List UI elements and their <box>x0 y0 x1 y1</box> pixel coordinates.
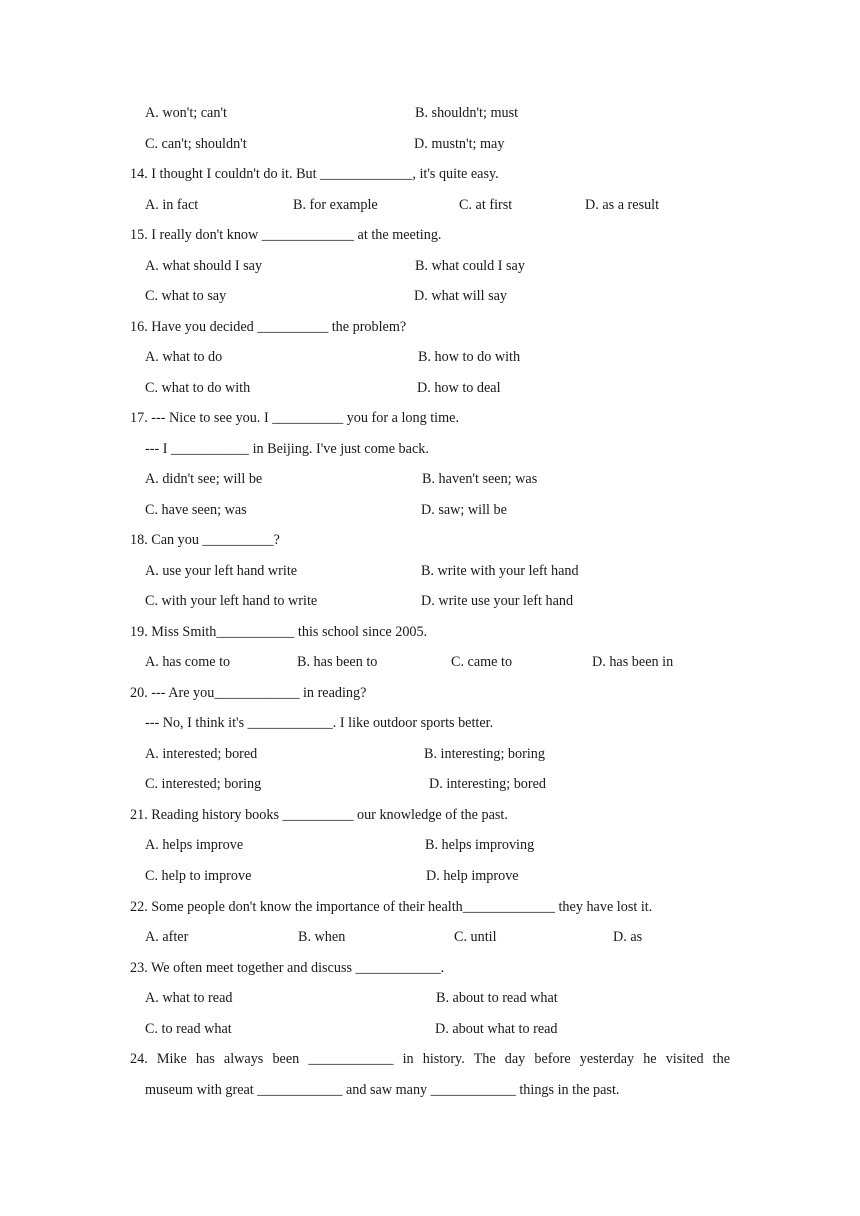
q16-option-b: B. how to do with <box>418 349 521 365</box>
q19-option-c: C. came to <box>451 654 513 670</box>
q23-option-d: D. about what to read <box>435 1021 558 1037</box>
q14-stem: 14. I thought I couldn't do it. But _____________, it's quite easy. <box>130 166 499 182</box>
q21-option-c: C. help to improve <box>145 868 252 884</box>
q16-option-a: A. what to do <box>145 349 223 365</box>
q23-stem: 23. We often meet together and discuss ____________. <box>130 960 445 976</box>
q24-stem: 24. Mike has always been ____________ in history. The day before yesterday he visited the <box>130 1051 730 1067</box>
q17-option-c: C. have seen; was <box>145 502 247 518</box>
q14-option-b: B. for example <box>293 197 378 213</box>
q17-option-b: B. haven't seen; was <box>422 471 538 487</box>
q14-option-d: D. as a result <box>585 197 660 213</box>
q24-stem-continued: museum with great ____________ and saw many ____________ things in the past. <box>145 1082 620 1098</box>
q20-reply: --- No, I think it's ____________. I like outdoor sports better. <box>145 715 494 731</box>
q21-stem: 21. Reading history books __________ our knowledge of the past. <box>130 807 508 823</box>
q17-option-a: A. didn't see; will be <box>145 471 263 487</box>
q19-option-d: D. has been in <box>592 654 674 670</box>
q13-option-b: B. shouldn't; must <box>415 105 519 121</box>
q17-reply: --- I ___________ in Beijing. I've just come back. <box>145 441 429 457</box>
q14-option-a: A. in fact <box>145 197 199 213</box>
q22-option-c: C. until <box>454 929 497 945</box>
q18-option-b: B. write with your left hand <box>421 563 579 579</box>
q15-stem: 15. I really don't know _____________ at the meeting. <box>130 227 442 243</box>
q20-option-d: D. interesting; bored <box>429 776 547 792</box>
q23-option-c: C. to read what <box>145 1021 232 1037</box>
q22-option-d: D. as <box>613 929 643 945</box>
q15-option-d: D. what will say <box>414 288 507 304</box>
q17-option-d: D. saw; will be <box>421 502 507 518</box>
q20-option-a: A. interested; bored <box>145 746 258 762</box>
q20-option-c: C. interested; boring <box>145 776 262 792</box>
q16-option-d: D. how to deal <box>417 380 501 396</box>
q14-option-c: C. at first <box>459 197 513 213</box>
q21-option-a: A. helps improve <box>145 837 244 853</box>
q13-option-a: A. won't; can't <box>145 105 227 121</box>
q19-stem: 19. Miss Smith___________ this school since 2005. <box>130 624 428 640</box>
q18-option-c: C. with your left hand to write <box>145 593 318 609</box>
q16-option-c: C. what to do with <box>145 380 251 396</box>
q18-option-a: A. use your left hand write <box>145 563 298 579</box>
q15-option-a: A. what should I say <box>145 258 263 274</box>
q19-option-b: B. has been to <box>297 654 378 670</box>
q15-option-c: C. what to say <box>145 288 227 304</box>
q17-stem: 17. --- Nice to see you. I __________ you for a long time. <box>130 410 460 426</box>
q18-stem: 18. Can you __________? <box>130 532 280 548</box>
q22-stem: 22. Some people don't know the importance of their health_____________ they have lost it. <box>130 899 653 915</box>
q13-option-c: C. can't; shouldn't <box>145 136 247 152</box>
q21-option-d: D. help improve <box>426 868 519 884</box>
q22-option-b: B. when <box>298 929 346 945</box>
q19-option-a: A. has come to <box>145 654 231 670</box>
q21-option-b: B. helps improving <box>425 837 535 853</box>
q15-option-b: B. what could I say <box>415 258 525 274</box>
q20-option-b: B. interesting; boring <box>424 746 545 762</box>
q23-option-a: A. what to read <box>145 990 233 1006</box>
q23-option-b: B. about to read what <box>436 990 558 1006</box>
q16-stem: 16. Have you decided __________ the problem? <box>130 319 407 335</box>
q20-stem: 20. --- Are you____________ in reading? <box>130 685 367 701</box>
q18-option-d: D. write use your left hand <box>421 593 574 609</box>
q13-option-d: D. mustn't; may <box>414 136 505 152</box>
q22-option-a: A. after <box>145 929 189 945</box>
